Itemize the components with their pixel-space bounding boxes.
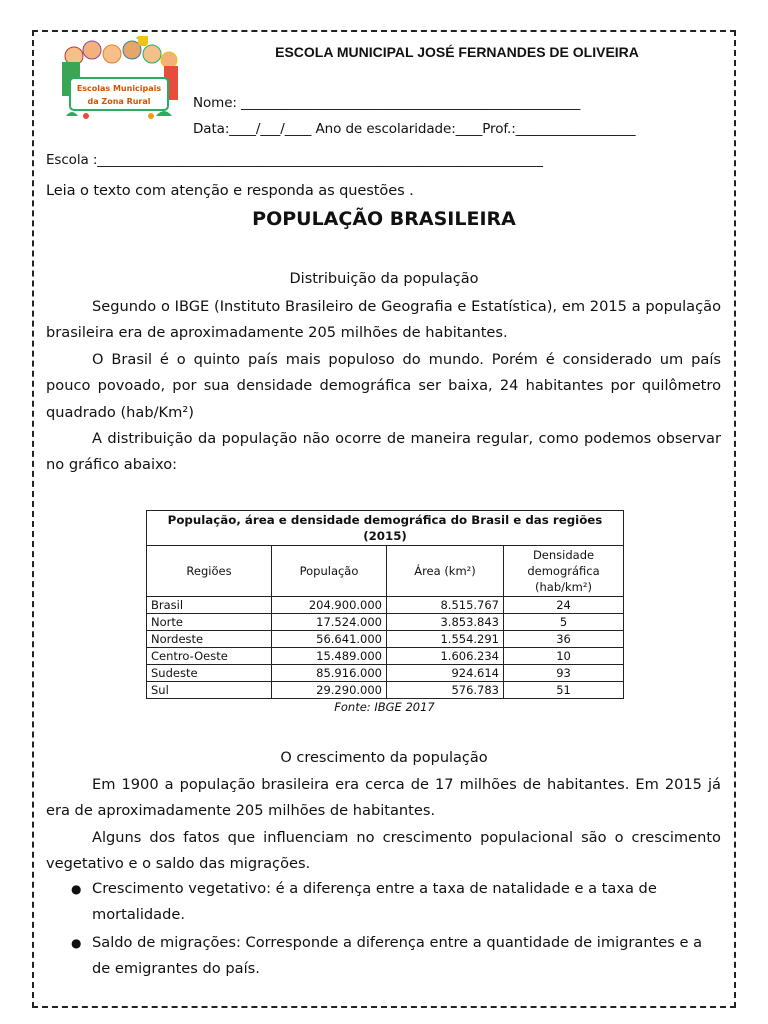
column-header: Densidade demográfica (hab/km²) [504,546,624,597]
cell-density: 93 [504,665,624,682]
cell-region: Nordeste [147,631,272,648]
cell-population: 204.900.000 [272,597,387,614]
table-row [147,682,624,699]
growth-factors-list [46,876,721,984]
population-table [146,510,623,714]
cell-area: 1.606.234 [387,648,504,665]
table-row [147,614,624,631]
cell-population: 85.916.000 [272,665,387,682]
cell-population: 29.290.000 [272,682,387,699]
cell-density: 10 [504,648,624,665]
cell-region: Sul [147,682,272,699]
column-header: Regiões [147,546,272,597]
bullet-icon: ● [71,935,82,950]
paragraph: Em 1900 a população brasileira era cerca de 17 milhões de habitantes. Em 2015 já era de aproximadamente 205 milhões de habitantes. [46,776,721,820]
list-item [46,930,721,983]
paragraph: A distribuição da população não ocorre de maneira regular, como podemos observar no gráfico abaixo: [46,430,721,474]
section-growth-text [46,772,721,878]
column-header: Área (km²) [387,546,504,597]
section-heading-distribution: Distribuição da população [289,271,479,287]
cell-region: Norte [147,614,272,631]
cell-region: Centro-Oeste [147,648,272,665]
school-field[interactable]: Escola :___________________________________________________________________ [46,152,543,168]
cell-population: 56.641.000 [272,631,387,648]
list-item-text: Crescimento vegetativo: é a diferença entre a taxa de natalidade e a taxa de mortalidade. [92,880,657,924]
cell-density: 5 [504,614,624,631]
name-field[interactable]: Nome: ___________________________________________________ [193,95,581,111]
cell-area: 576.783 [387,682,504,699]
section-distribution-text [46,294,721,479]
school-logo [56,36,182,122]
column-header: População [272,546,387,597]
cell-population: 15.489.000 [272,648,387,665]
cell-area: 3.853.843 [387,614,504,631]
cell-density: 36 [504,631,624,648]
table-source: Fonte: IBGE 2017 [334,700,435,714]
table-row [147,648,624,665]
table-row [147,597,624,614]
table-caption-row [147,511,624,546]
cell-region: Sudeste [147,665,272,682]
logo-text-2: da Zona Rural [87,97,151,106]
cell-region: Brasil [147,597,272,614]
paragraph: O Brasil é o quinto país mais populoso do mundo. Porém é considerado um país pouco povoado, por sua densidade demográfica ser baixa, 24 habitantes por quilômetro quadrado (hab/Km²) [46,350,721,421]
table-row [147,631,624,648]
list-item-text: Saldo de migrações: Corresponde a diferença entre a quantidade de imigrantes e a de emigrantes do país. [92,933,703,978]
cell-area: 8.515.767 [387,597,504,614]
school-name: ESCOLA MUNICIPAL JOSÉ FERNANDES DE OLIVEIRA [275,44,639,60]
cell-density: 24 [504,597,624,614]
table-row [147,665,624,682]
table-caption: População, área e densidade demográfica do Brasil e das regiões (2015) [147,511,624,546]
cell-area: 924.614 [387,665,504,682]
logo-text-1: Escolas Municipais [76,84,162,93]
page-title: POPULAÇÃO BRASILEIRA [252,208,516,230]
bullet-icon: ● [71,882,82,896]
cell-density: 51 [504,682,624,699]
paragraph: Segundo o IBGE (Instituto Brasileiro de Geografia e Estatística), em 2015 a população brasileira era de aproximadamente 205 milhões de habitantes. [46,298,721,342]
cell-area: 1.554.291 [387,631,504,648]
date-field[interactable]: Data:____/___/____ Ano de escolaridade:____Prof.:__________________ [193,121,636,137]
paragraph: Alguns dos fatos que influenciam no crescimento populacional são o crescimento vegetativo e o saldo das migrações. [46,828,721,873]
section-heading-growth: O crescimento da população [280,750,488,766]
instruction-text: Leia o texto com atenção e responda as questões . [46,182,414,199]
cell-population: 17.524.000 [272,614,387,631]
table-header-row [147,546,624,597]
logo-plants-icon [66,111,172,119]
list-item [46,876,721,929]
